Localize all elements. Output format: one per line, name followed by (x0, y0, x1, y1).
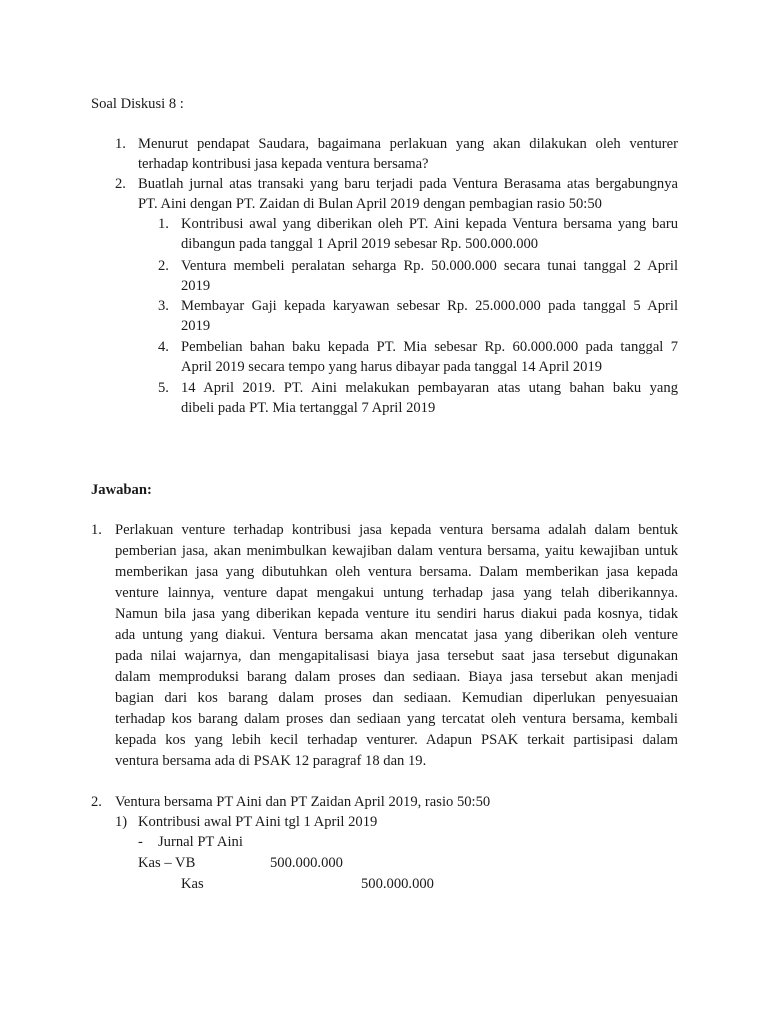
journal-credit-account: Kas (181, 876, 204, 892)
answer-1-line-6: ada untung yang diakui. Ventura bersama akan mencatat jasa yang diberikan oleh venture (115, 627, 678, 643)
answer-1-line-9: bagian dari kos barang dalam proses dan sediaan. Kemudian diperlukan penyesuaian (115, 690, 678, 706)
answer-heading: Jawaban: (91, 482, 152, 498)
subitem-5-number: 5. (158, 380, 169, 396)
subitem-4-line-2: April 2019 secara tempo yang harus dibayar pada tanggal 14 April 2019 (181, 359, 603, 375)
answer-2-sub-number: 1) (115, 814, 128, 830)
answer-1-line-5: Namun bila jasa yang diberikan kepada venture itu sendiri harus diakui pada kosnya, tidak (115, 606, 678, 622)
answer-1-line-12: ventura bersama ada di PSAK 12 paragraf 18 dan 19. (115, 753, 427, 769)
subitem-5-line-2: dibeli pada PT. Mia tertanggal 7 April 2019 (181, 400, 436, 416)
answer-2-title: Ventura bersama PT Aini dan PT Zaidan April 2019, rasio 50:50 (115, 794, 491, 810)
journal-dash: - (138, 834, 143, 850)
subitem-1-line-2: dibangun pada tanggal 1 April 2019 sebesar Rp. 500.000.000 (181, 236, 539, 252)
subitem-2-number: 2. (158, 258, 169, 274)
answer-1-line-11: kepada kos yang lebih kecil terhadap venturer. Adapun PSAK terkait partisipasi dalam (115, 732, 678, 748)
answer-1-line-7: pada nilai wajarnya, dan mengapitalisasi biaya jasa tersebut saat jasa tersebut digunakan (115, 648, 678, 664)
answer-1-number: 1. (91, 522, 102, 538)
question-1-line-1: Menurut pendapat Saudara, bagaimana perlakuan yang akan dilakukan oleh venturer (138, 136, 678, 152)
answer-1-line-2: pemberian jasa, akan menimbulkan kewajiban dalam ventura bersama, yaitu kewajiban untuk (115, 543, 678, 559)
subitem-4-number: 4. (158, 339, 169, 355)
journal-debit-account: Kas – VB (138, 855, 196, 871)
subitem-3-line-2: 2019 (181, 318, 211, 334)
answer-1-line-1: Perlakuan venture terhadap kontribusi jasa kepada ventura bersama adalah dalam bentuk (115, 522, 678, 538)
discussion-heading: Soal Diskusi 8 : (91, 96, 184, 112)
journal-credit-amount: 500.000.000 (361, 876, 434, 892)
question-1-line-2: terhadap kontribusi jasa kepada ventura bersama? (138, 156, 429, 172)
question-2-line-2: PT. Aini dengan PT. Zaidan di Bulan April 2019 dengan pembagian rasio 50:50 (138, 196, 602, 212)
question-2-number: 2. (115, 176, 126, 192)
subitem-1-line-1: Kontribusi awal yang diberikan oleh PT. Aini kepada Ventura bersama yang baru (181, 216, 678, 232)
answer-2-sub-title: Kontribusi awal PT Aini tgl 1 April 2019 (138, 814, 378, 830)
answer-1-line-3: memberikan jasa yang dibutuhkan oleh ventura bersama. Dalam memberikan jasa kepada (115, 564, 678, 580)
answer-2-number: 2. (91, 794, 102, 810)
question-2-line-1: Buatlah jurnal atas transaki yang baru terjadi pada Ventura Berasama atas bergabungnya (138, 176, 678, 192)
subitem-5-line-1: 14 April 2019. PT. Aini melakukan pembayaran atas utang bahan baku yang (181, 380, 678, 396)
answer-1-line-10: terhadap kos barang dalam proses dan sediaan yang tercatat oleh ventura bersama, kembali (115, 711, 678, 727)
answer-1-line-8: dalam memproduksi barang dalam proses dan sediaan. Biaya jasa tersebut akan menjadi (115, 669, 678, 685)
journal-title: Jurnal PT Aini (158, 834, 243, 850)
subitem-2-line-1: Ventura membeli peralatan seharga Rp. 50.000.000 secara tunai tanggal 2 April (181, 258, 678, 274)
subitem-1-number: 1. (158, 216, 169, 232)
subitem-3-line-1: Membayar Gaji kepada karyawan sebesar Rp. 25.000.000 pada tanggal 5 April (181, 298, 678, 314)
answer-1-line-4: venture lainnya, venture dapat mengakui untung terhadap jasa yang telah diberikannya. (115, 585, 678, 601)
subitem-3-number: 3. (158, 298, 169, 314)
subitem-4-line-1: Pembelian bahan baku kepada PT. Mia sebesar Rp. 60.000.000 pada tanggal 7 (181, 339, 678, 355)
subitem-2-line-2: 2019 (181, 278, 211, 294)
question-1-number: 1. (115, 136, 126, 152)
journal-debit-amount: 500.000.000 (270, 855, 343, 871)
